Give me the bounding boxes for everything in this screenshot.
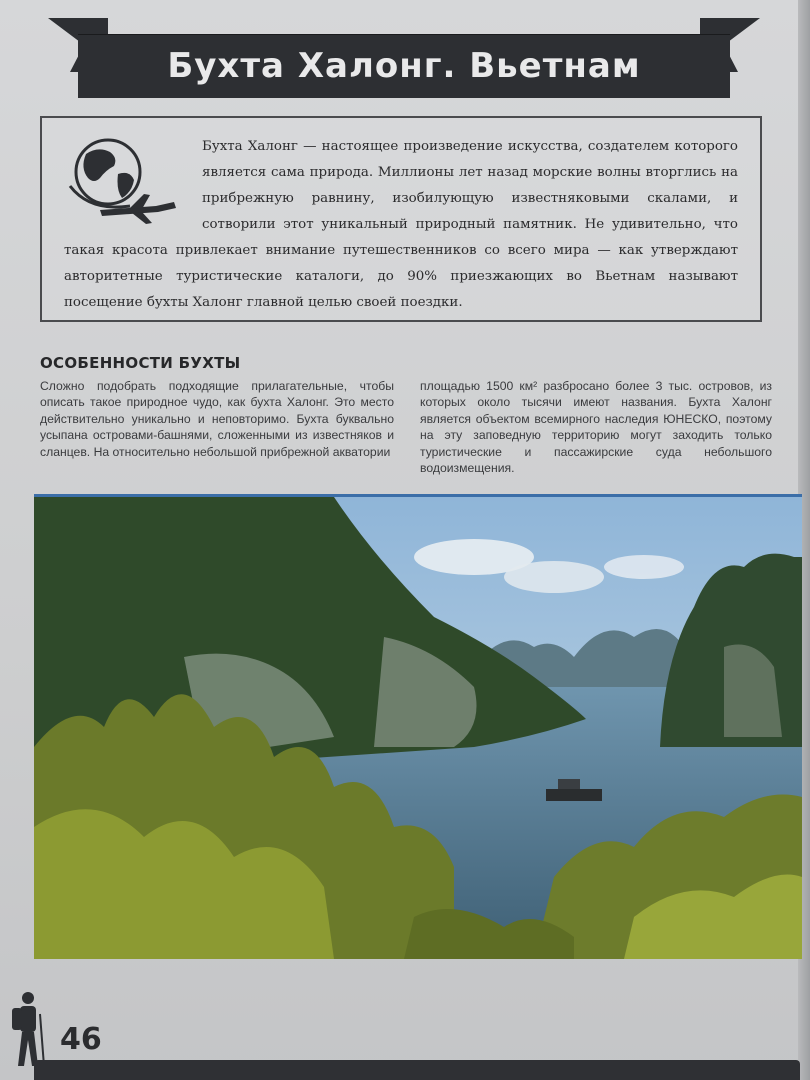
intro-box	[40, 116, 762, 322]
text-column-right: площадью 1500 км² разбросано более 3 тыс. островов, из которых около тысячи имеют названия. Бухта Халонг является объектом всемирного наследия ЮНЕСКО, поэтому на эту заповедную территорию могут заходить только туристические и пассажирские суда небольшого водоизмещения.	[420, 379, 772, 476]
section-heading: ОСОБЕННОСТИ БУХТЫ	[40, 354, 241, 372]
bay-photo	[34, 494, 802, 959]
bay-landscape-image	[34, 497, 802, 959]
intro-text-block	[64, 134, 738, 316]
title-banner	[48, 18, 760, 100]
page-number: 46	[60, 1022, 102, 1057]
intro-paragraph: Бухта Халонг — настоящее произведение искусства, создателем которого является сама природа. Миллионы лет назад морские волны вторглись на прибрежную равнину, изобилующую известняковыми скалами, и сотворили этот уникальный природный памятник. Не удивительно, что такая красота привлекает внимание путешественников со всего мира — как утверждают авторитетные туристические каталоги, до 90% приезжающих во Вьетнам называют посещение бухты Халонг главной целью своей поездки.	[64, 139, 738, 310]
text-column-left: Сложно подобрать подходящие прилагательные, чтобы описать такое природное чудо, как бухта Халонг. Это место действительно уникально и неповторимо. Бухта буквально усыпана островами-башнями, сложенными из известняков и сланцев. На относительно небольшой прибрежной акватории	[40, 379, 394, 459]
footer-bar	[34, 1060, 800, 1080]
hiker-icon	[8, 990, 48, 1068]
title-ribbon	[78, 34, 730, 98]
page-title: Бухта Халонг. Вьетнам	[167, 46, 641, 86]
